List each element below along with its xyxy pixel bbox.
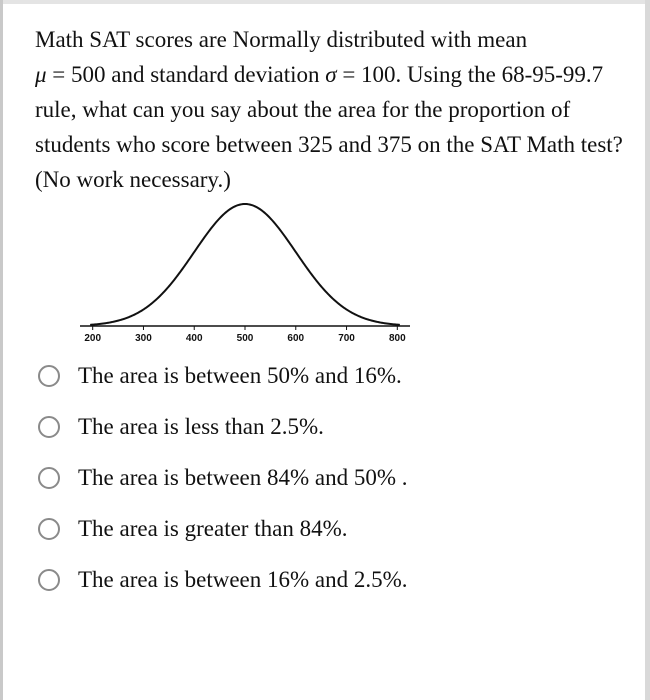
x-tick-label-400: 400 (185, 333, 203, 344)
frame-right-edge (645, 0, 650, 700)
x-tick-label-800: 800 (388, 333, 406, 344)
option-1[interactable] (38, 350, 598, 401)
sigma-symbol: σ (325, 62, 337, 87)
radio-button[interactable] (38, 569, 60, 591)
radio-button[interactable] (38, 467, 60, 489)
answer-options (38, 350, 598, 605)
question-mu-text: = 500 and standard deviation (46, 62, 326, 87)
x-axis (80, 326, 410, 344)
normal-curve-svg (80, 198, 410, 348)
option-label: The area is between 84% and 50% . (78, 464, 408, 490)
x-tick-label-700: 700 (338, 333, 355, 344)
question-sigma-text: = 100. Using the 68-95-99.7 rule, what can you say about the area for the proportion of students who score between 325 and 375 on the SAT Math test? (No work necessary.) (35, 62, 623, 192)
option-3[interactable] (38, 452, 598, 503)
option-label: The area is greater than 84%. (78, 515, 348, 541)
radio-button[interactable] (38, 416, 60, 438)
question-line-1: Math SAT scores are Normally distributed with mean (35, 27, 528, 52)
option-5[interactable] (38, 554, 598, 605)
option-label: The area is less than 2.5%. (78, 413, 324, 439)
frame-left-edge (0, 0, 3, 700)
x-tick-label-600: 600 (287, 333, 305, 344)
option-2[interactable] (38, 401, 598, 452)
option-label: The area is between 50% and 16%. (78, 362, 402, 388)
x-tick-label-300: 300 (135, 333, 152, 344)
mu-symbol: μ (35, 62, 47, 87)
curve-group (90, 204, 400, 325)
option-label: The area is between 16% and 2.5%. (78, 566, 408, 592)
frame-top-edge (0, 0, 650, 4)
x-tick-label-200: 200 (84, 333, 102, 344)
option-4[interactable] (38, 503, 598, 554)
normal-curve-chart (80, 198, 410, 348)
normal-density-curve (90, 204, 400, 325)
radio-button[interactable] (38, 518, 60, 540)
x-tick-label-500: 500 (236, 333, 254, 344)
radio-button[interactable] (38, 365, 60, 387)
question-text (35, 22, 625, 197)
